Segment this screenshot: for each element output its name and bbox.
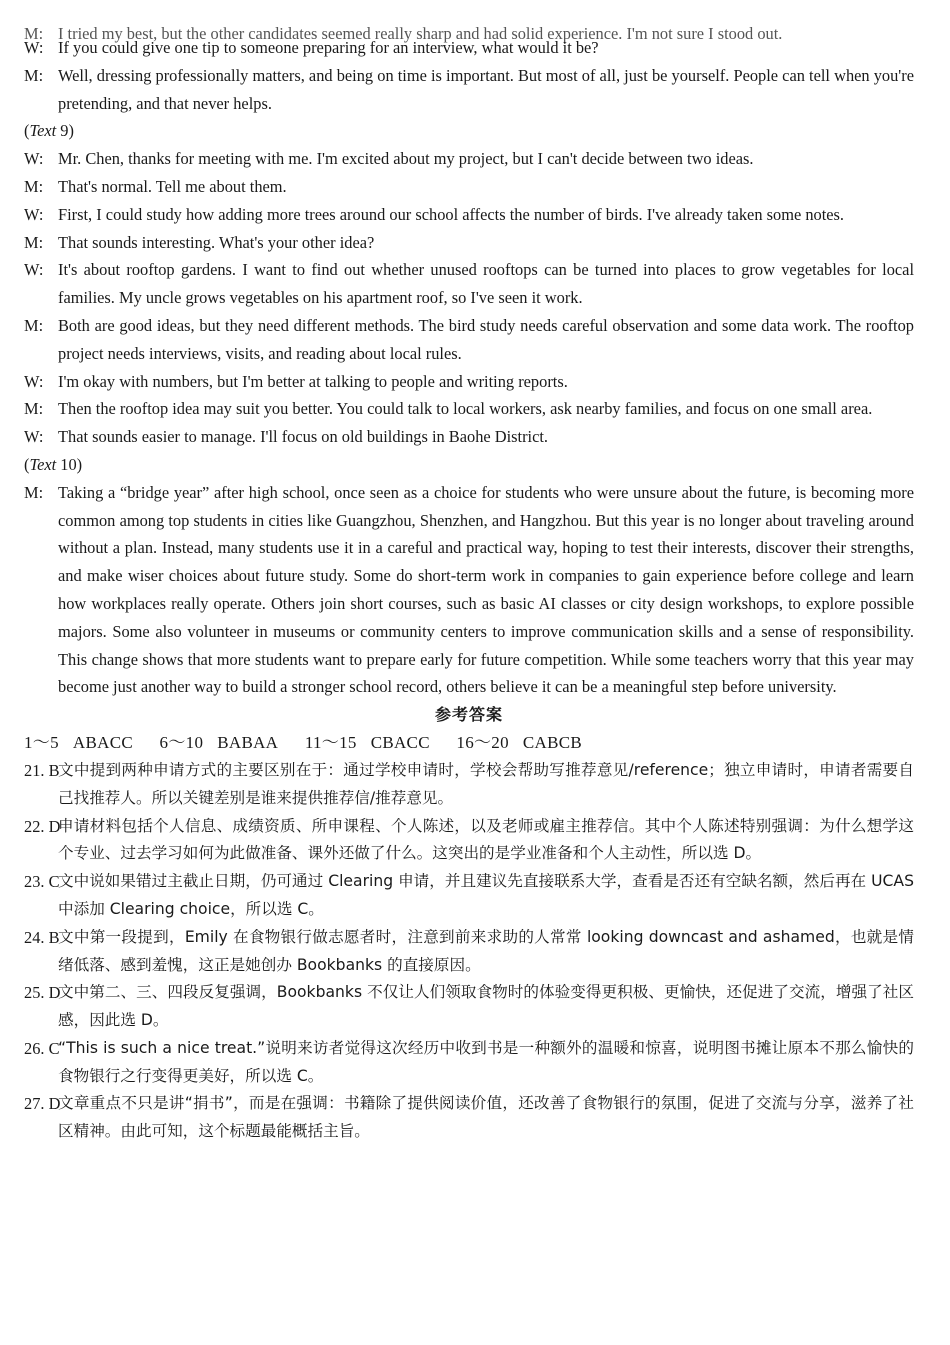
dialogue-line xyxy=(24,395,914,423)
dialogue-line xyxy=(24,201,914,229)
explanation-item xyxy=(24,1035,914,1091)
utterance: That's normal. Tell me about them. xyxy=(58,176,287,196)
answer-key-row xyxy=(24,729,914,757)
speaker: W: xyxy=(24,204,44,224)
explanation-text: 文中第二、三、四段反复强调，Bookbanks 不仅让人们领取食物时的体验变得更积极、更愉快，还促进了交流，增强了社区感，因此选 D。 xyxy=(58,983,914,1030)
label-number: 9) xyxy=(56,121,74,141)
explanation-item xyxy=(24,924,914,980)
dialogue-line xyxy=(24,173,914,201)
speaker: W: xyxy=(24,149,44,169)
question-number: 23. C xyxy=(24,872,60,892)
dialogue-line xyxy=(24,145,914,173)
explanation-text: 文中说如果错过主截止日期，仍可通过 Clearing 申请，并且建议先直接联系大学，查看是否还有空缺名额，然后再在 UCAS 中添加 Clearing choice，所以选 C。 xyxy=(58,872,914,918)
speaker: M: xyxy=(24,232,44,252)
question-number: 25. D xyxy=(24,983,61,1003)
explanation-text: “This is such a nice treat.”说明来访者觉得这次经历中收到书是一种额外的温暖和惊喜，说明图书摊让原本不那么愉快的食物银行之行变得更美好，所以选 C。 xyxy=(58,1038,914,1085)
speaker: W: xyxy=(24,38,44,57)
utterance: That sounds interesting. What's your other idea? xyxy=(58,232,375,252)
answer-keys: BABAA xyxy=(217,733,279,753)
answers-heading: 参考答案 xyxy=(434,705,503,725)
label-number: 10) xyxy=(56,454,83,474)
utterance: That sounds easier to manage. I'll focus on old buildings in Baohe District. xyxy=(58,427,549,447)
explanation-item xyxy=(24,979,914,1035)
dialogue-line xyxy=(24,62,914,118)
monologue xyxy=(24,479,914,701)
label-word: Text xyxy=(29,454,57,474)
utterance: I tried my best, but the other candidates seemed really sharp and had solid experience. I'm not sure I stood out. xyxy=(58,24,783,43)
explanation-item xyxy=(24,868,914,924)
question-number: 24. B xyxy=(24,927,60,947)
dialogue-line xyxy=(24,312,914,368)
speaker: M: xyxy=(24,399,44,419)
question-number: 26. C xyxy=(24,1038,60,1058)
speaker: M: xyxy=(24,315,44,335)
question-number: 22. D xyxy=(24,816,61,836)
cut-off-top-line xyxy=(24,20,914,43)
text-9-label xyxy=(24,117,914,145)
utterance: First, I could study how adding more trees around our school affects the number of birds. I've already taken some notes. xyxy=(58,204,845,224)
utterance: It's about rooftop gardens. I want to find out whether unused rooftops can be turned into places to grow vegetables for local families. My uncle grows vegetables on his apartment roof, so I've seen it work. xyxy=(58,260,914,308)
utterance: Then the rooftop idea may suit you better. You could talk to local workers, ask nearby families, and focus on one small area. xyxy=(58,399,873,419)
question-number: 21. B xyxy=(24,760,60,780)
speaker: M: xyxy=(24,482,44,502)
dialogue-line xyxy=(24,368,914,396)
speaker: M: xyxy=(24,24,44,43)
utterance: Well, dressing professionally matters, and being on time is important. But most of all, just be yourself. People can tell when you're pretending, and that never helps. xyxy=(58,65,914,113)
question-number: 27. D xyxy=(24,1094,61,1114)
dialogue-line xyxy=(24,423,914,451)
explanation-item xyxy=(24,757,914,813)
explanation-item-cut xyxy=(24,1090,914,1141)
explanation-text: 文章重点不只是讲“捐书”，而是在强调：书籍除了提供阅读价值，还改善了食物银行的氛围，促进了交流与分享，滋养了社区精神。由此可知，这个标题最能概括主旨。 xyxy=(58,1094,914,1141)
explanation-item xyxy=(24,813,914,869)
answer-keys: CBACC xyxy=(370,733,430,753)
label-word: Text xyxy=(29,121,57,141)
dialogue-line xyxy=(24,256,914,312)
answer-keys: ABACC xyxy=(72,733,133,753)
label-paren: ( xyxy=(24,121,30,141)
answer-range: 6～10 xyxy=(159,733,204,753)
utterance: Taking a “bridge year” after high school, once seen as a choice for students who were unsure about the future, is becoming more common among top students in cities like Guangzhou, Shenzhen, and Hangzhou. But this year is no longer about traveling around without a plan. Instead, many students use it in a careful and practical way, hoping to test their interests, discover their strengths, and make wiser choices about future study. Some do short-term work in companies to gain experience before college and learn how workplaces really operate. Others join short courses, such as basic AI classes or city design workshops, to explore possible majors. Some also volunteer in museums or community centers to improve communication skills and a sense of responsibility. This change shows that more students want to prepare early for future competition. While some teachers worry that this year may become just another way to build a stronger school record, others believe it can be a meaningful step before university. xyxy=(58,482,914,697)
answer-range: 11～15 xyxy=(304,733,357,753)
answer-range: 1～5 xyxy=(24,733,59,753)
speaker: M: xyxy=(24,65,44,85)
speaker: M: xyxy=(24,176,44,196)
utterance: I'm okay with numbers, but I'm better at talking to people and writing reports. xyxy=(58,371,568,391)
answer-keys: CABCB xyxy=(522,733,583,753)
explanation-text: 文中提到两种申请方式的主要区别在于：通过学校申请时，学校会帮助写推荐意见/reference；独立申请时，申请者需要自己找推荐人。所以关键差别是谁来提供推荐信/推荐意见。 xyxy=(58,760,914,807)
dialogue-line xyxy=(24,229,914,257)
utterance: If you could give one tip to someone preparing for an interview, what would it be? xyxy=(58,38,599,57)
speaker: W: xyxy=(24,427,44,447)
dialogue-line xyxy=(24,34,914,62)
speaker: W: xyxy=(24,371,44,391)
answer-range: 16～20 xyxy=(456,733,509,753)
label-paren: ( xyxy=(24,454,30,474)
explanation-text: 申请材料包括个人信息、成绩资质、所申课程、个人陈述，以及老师或雇主推荐信。其中个人陈述特别强调：为什么想学这个专业、过去学习如何为此做准备、课外还做了什么。这突出的是学业准备和个人主动性，所以选 D。 xyxy=(58,816,914,863)
utterance: Mr. Chen, thanks for meeting with me. I'm excited about my project, but I can't decide between two ideas. xyxy=(58,149,754,169)
utterance: Both are good ideas, but they need different methods. The bird study needs careful observation and some data work. The rooftop project needs interviews, visits, and reading about local rules. xyxy=(58,315,914,363)
explanation-text: 文中第一段提到，Emily 在食物银行做志愿者时，注意到前来求助的人常常 looking downcast and ashamed，也就是情绪低落、感到羞愧，这正是她创办 Bookbanks 的直接原因。 xyxy=(58,927,914,974)
speaker: W: xyxy=(24,260,44,280)
text-10-label xyxy=(24,451,914,479)
